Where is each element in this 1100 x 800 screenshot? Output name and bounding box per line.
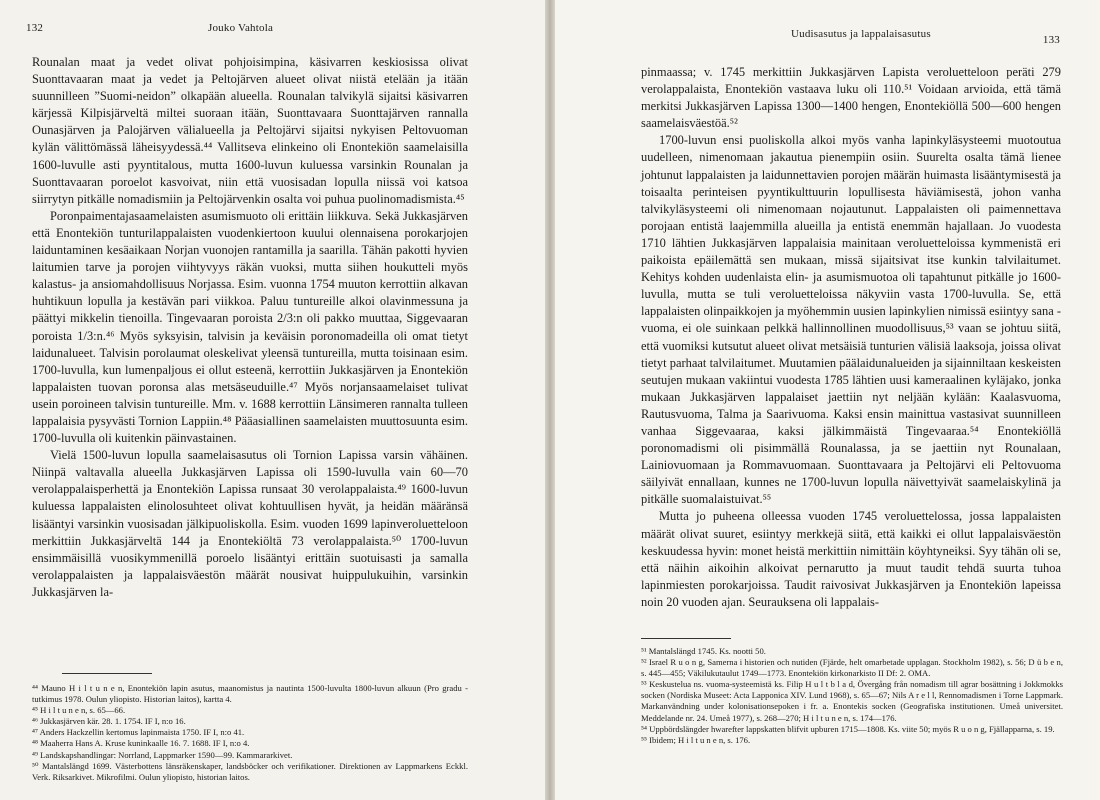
footnote: ⁵⁴ Uppbördslängder hwarefter lappskatten blifvit upburen 1715—1808. Ks. viite 50; myös R u o n g, Fjällapparna, s. 19. xyxy=(641,723,1055,734)
paragraph: Poronpaimentajasaamelaisten asumismuoto oli erittäin liikkuva. Sekä Jukkasjärven että Enontekiön tunturilappalaisten vuodenkiertoon kuului olennaisena porokarjojen laiduntaminen kesäaikaan Norjan vuonojen rantamilla ja saarilla. Tähän pakotti hyvien laitumien tarve ja porojen viihtyvyys räkän vuoksi, mutta siihen houkutteli myös kalastus- ja ansiomahdollisuus Norjassa. Esim. vuonna 1754 muuton kerrottiin alkavan huhtikuun lopulla ja kestävän pari viikkoa. Paluu tuntureille alkoi olavinmessuna ja päättyi mikkelin tienoilla. Tingevaaran poroista 2/3:n oli pakko muuttaa, Siggevaaran poroista 1/3:n.⁴⁶ Myös syksyisin, talvisin ja keväisin poronomadeilla oli omat tietyt laidunalueet. Talvisin porolaumat oleskelivat yleensä tuntureilla, mutta toisinaan esim. 1700-luvulla, kun lumenpaljous ei ollut esteenä, kerrottiin Jukkasjärven ja Enontekiön lappalaisten tuovan poronsa alas metsäseuduille.⁴⁷ Myös norjansaamelaiset tulivat usein poroineen talvisin tuntureille. Mm. v. 1688 kerrottiin Länsimeren rannalta tulleen lappalaisia pysyvästi Tornion Lappiin.⁴⁸ Pääasiallinen saamelaisten muuttosuunta esim. 1700-luvulla oli kuitenkin päinvastainen. xyxy=(32,208,468,446)
footnote: ⁵⁰ Mantalslängd 1699. Västerbottens länsräkenskaper, landsböcker och verifikationer. Direktionen av Lappmarkens Eckkl. Verk. Riksarkivet. Mikrofilmi. Oulun yliopisto, historian laitos. xyxy=(32,760,468,782)
body-text xyxy=(32,54,468,601)
paragraph: Mutta jo puheena olleessa vuoden 1745 veroluettelossa, jossa lappalaisten määrät olivat suuret, esiintyy merkkejä siitä, että kaikki ei ollut lappalaisväestön keskuudessa hyvin: monet heistä merkittiin nimittäin köyhtyneiksi. Syy tähän oli se, että näihin aikoihin alkoivat pernarutto ja muut taudit tehdä suurta tuhoa lapinmiesten porokarjoissa. Taudit raivosivat Jukkasjärven ja Enontekiön lapeissa noin 20 vuoden ajan. Seurauksena oli lappalais- xyxy=(641,509,1061,609)
paragraph: Rounalan maat ja vedet olivat pohjoisimpina, käsivarren keskiosissa olivat Suonttavaaran maat ja vedet ja Peltojärven alueet olivat niistä etelään ja itään suunnilleen ”Suomi-neidon” olkapään alueella. Rounalan talvikylä sijaitsi käsivarren kärjessä Kilpisjärveltä miltei suoraan itään, Suonttavaara Suonttajärven rannalla Ounasjärven ja Palojärven välialueella ja Peltojärvi sijaitsi nykyisen Peltovuoman kylän välittömässä läheisyydessä.⁴⁴ Vallitseva elinkeino oli Enontekiön saamelaisilla 1600-luvulle asti pyyntitalous, mutta 1600-luvun kuluessa varsinkin Rounalan ja Suonttavaaran poroelot kasvoivat, niin että vuosisadan lopulla niissä voi katsoa siirrytyn pitkälle nomadismiin ja Peltojärvenkin osalta voi puhua puolinomadismista.⁴⁵ xyxy=(32,55,468,206)
footnote: ⁵⁵ Ibidem; H i l t u n e n, s. 176. xyxy=(641,734,751,745)
footnote: ⁴⁴ Mauno H i l t u n e n, Enontekiön lapin asutus, maanomistus ja nautinta 1500-luvulta 1800-luvun alkuun (Pro gradu -tutkimus 1978. Oulun yliopisto. Historian laitos), kartta 4. xyxy=(32,683,468,705)
footnote: ⁴⁷ Anders Hackzellin kertomus lapinmaista 1750. IF I, n:o 41. xyxy=(32,727,245,738)
paragraph: Vielä 1500-luvun lopulla saamelaisasutus oli Tornion Lapissa varsin vähäinen. Niinpä valtavalla alueella Jukkasjärven Lapissa oli 1590-luvulla vain 60—70 verolappalaisperhettä ja Enontekiön Lapissa runsaat 30 verolappalaista.⁴⁹ 1600-luvun kuluessa lappalaisten elinolosuhteet olivat kohtuullisen hyvät, ja heidän määränsä lisääntyi varsinkin vuosisadan jälkipuoliskolla. Esim. vuoden 1699 lapinveroluetteloon merkittiin Jukkasjärveltä 144 ja Enontekiöltä 73 verolappalaista.⁵⁰ 1700-luvun ensimmäisillä vuosikymmenillä poroelo lisääntyi erittäin suotuisasti ja samalla verolappalaisten ja lappalaisväestön määrät nousivat huippulukuihin, varsinkin Jukkasjärven la- xyxy=(32,448,468,599)
paragraph: 1700-luvun ensi puoliskolla alkoi myös vanha lapinkyläsysteemi muotoutua uudelleen, nimenomaan jakautua pienempiin osiin. Suurelta osalta tämä lienee johtunut lappalaisten ja laidunnettavien porojen määrän huimasta lisääntymisestä ja toisaalta perinteisen pyyntikulttuurin lopullisesta häviämisestä, johon vanha talvikyläsysteemi oli nimenomaan nojautunut. Lappalaisten oli paimennettava porojaan entistä laajemmilla alueilla ja entistä enemmän hajallaan. Jo vuodesta 1710 lähtien Jukkasjärven lappalaisia mainitaan veroluetteloissa kymmenistä eri paikoista epäilemättä sen mukaan, missä sijaitsivat itse kunkin talvilaitumet. Kehitys kohden uudenlaista elin- ja asumismuotoa oli tapahtunut pitkälle jo 1600-luvulla, mutta se tuli veroluetteloissa näkyviin vasta 1700-luvulla. Se, että lappalaisten olinpaikkojen ja myöhemmin uusien lapinkylien nimissä esiintyy sana -vuoma, ei ole suinkaan pelkkä hallinnollinen muodollisuus,⁵³ vaan se johtuu siitä, että vuomiksi kutsutut alueet olivat metsäisiä tunturien välisiä laaksoja, joissa olivat tietyt parhaat talvilaitumet. Muutamien päälaidunalueiden ja sijainniltaan keskeisten seutujen mukaan vakiintui vuodesta 1785 lähtien uusi kameraalinen kyläjako, jonka mukaan Jukkasjärven lappalaiset jaettiin nyt neljään kylään: Kaalasvuoma, Rautusvuoma, Talma ja Saarivuoma. Kaksi ensin mainittua vastasivat suunnilleen vanhaa Siggevaaraa, kaksi jälkimmäistä Tingevaaraa.⁵⁴ Enontekiöllä poronomadismi oli pisimmällä Rounalassa, ja se jaettiin nyt Rounalaan, Lainiovuomaan ja Rommavuomaan. Suonttavaara ja Peltojärvi eli Peltovuoma säilyivät ennallaan, kunnes ne 1700-luvun lopulla näivettyivät saamelaiskylinä ja pitkälle suomalaistuivat.⁵⁵ xyxy=(641,133,1061,507)
page-number: 132 xyxy=(26,22,44,34)
left-page xyxy=(0,0,545,800)
footnote: ⁵² Israel R u o n g, Samerna i historien och nutiden (Fjärde, helt omarbetade upplagan. Stockholm 1982), s. 56; D ü b e n, s. 445—455; Väkilukutaulut 1749—1773. Enontekiön kirkonarkisto II Df: 2. OMA. xyxy=(641,657,1063,679)
footnotes xyxy=(32,683,468,783)
footnote-rule xyxy=(641,638,731,639)
page-number: 133 xyxy=(1042,34,1060,46)
footnote: ⁵³ Keskustelua ns. vuoma-systeemistä ks. Filip H u l t b l a d, Övergång från nomadism till agrar bosättning i Jokkmokks socken (Nordiska Museet: Acta Lapponica XIV. Lund 1968), s. 65—67; Nils A r e l l, Rennomadismen i Torne Lappmark. Markanvändning under kolonisationsepoken i fr. a. Enontekis socken (Geografiska institutionen. Umeå universitet. Meddelande nr. 24. Umeå 1977), s. 268—270; H i l t u n e n, s. 174—176. xyxy=(641,679,1063,723)
footnote: ⁴⁶ Jukkasjärven kär. 28. 1. 1754. IF I, n:o 16. xyxy=(32,716,186,727)
footnotes xyxy=(641,646,1063,746)
right-page xyxy=(545,0,1100,800)
footnote: ⁴⁸ Maaherra Hans A. Kruse kuninkaalle 16. 7. 1688. IF I, n:o 4. xyxy=(32,738,250,749)
body-text xyxy=(641,64,1061,611)
footnote: ⁴⁹ Landskapshandlingar: Norrland, Lappmarker 1590—99. Kammararkivet. xyxy=(32,749,293,760)
footnote-rule xyxy=(62,673,152,674)
running-head: Jouko Vahtola xyxy=(208,22,274,34)
footnote: ⁴⁵ H i l t u n e n, s. 65—66. xyxy=(32,705,126,716)
footnote: ⁵¹ Mantalslängd 1745. Ks. nootti 50. xyxy=(641,646,766,656)
paragraph: pinmaassa; v. 1745 merkittiin Jukkasjärven Lapista veroluetteloon peräti 279 verolappalaista, Enontekiön vastaava luku oli 110.⁵¹ Voidaan arvioida, että tämä merkitsi Jukkasjärven Lapissa 1300—1400 hengen, Enontekiöllä 500—600 hengen saamelaisväestöä.⁵² xyxy=(641,65,1061,131)
book-gutter xyxy=(545,0,555,800)
running-head: Uudisasutus ja lappalaisasutus xyxy=(791,28,931,40)
